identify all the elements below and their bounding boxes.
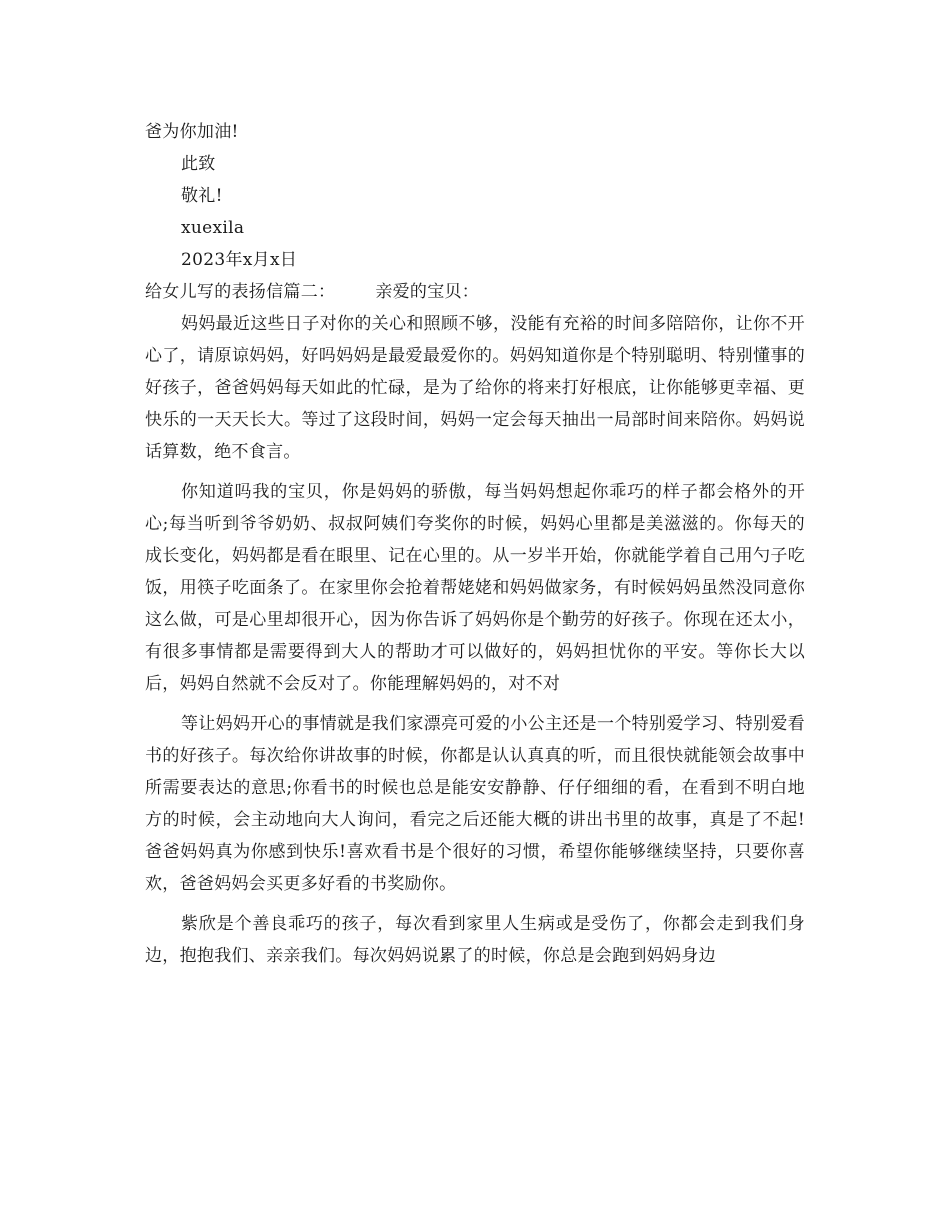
date: 2023年x月x日 (181, 250, 298, 270)
letter2-heading-line (145, 276, 805, 308)
letter2-title: 给女儿写的表扬信篇二： (145, 282, 336, 302)
closing-line-2: 敬礼! (181, 186, 223, 206)
closing-line-1: 此致 (181, 154, 216, 174)
paragraph-2: 你知道吗我的宝贝，你是妈妈的骄傲，每当妈妈想起你乖巧的样子都会格外的开心;每当听到爷爷奶奶、叔叔阿姨们夸奖你的时候，妈妈心里都是美滋滋的。你每天的成长变化，妈妈都是看在眼里、记在心里的。从一岁半开始，你就能学着自己用勺子吃饭，用筷子吃面条了。在家里你会抢着帮姥姥和妈妈做家务，有时候妈妈虽然没同意你这么做，可是心里却很开心，因为你告诉了妈妈你是个勤劳的好孩子。你现在还太小，有很多事情都是需要得到大人的帮助才可以做好的，妈妈担忧你的平安。等你长大以后，妈妈自然就不会反对了。你能理解妈妈的，对不对 (145, 482, 805, 694)
letter-text (145, 116, 805, 972)
cheer-line: 爸为你加油! (145, 122, 239, 142)
paragraph-4: 紫欣是个善良乖巧的孩子，每次看到家里人生病或是受伤了，你都会走到我们身边，抱抱我们、亲亲我们。每次妈妈说累了的时候，你总是会跑到妈妈身边 (145, 914, 805, 966)
paragraph-1: 妈妈最近这些日子对你的关心和照顾不够，没能有充裕的时间多陪陪你，让你不开心了，请原谅妈妈，好吗妈妈是最爱最爱你的。妈妈知道你是个特别聪明、特别懂事的好孩子，爸爸妈妈每天如此的忙碌，是为了给你的将来打好根底，让你能够更幸福、更快乐的一天天长大。等过了这段时间，妈妈一定会每天抽出一局部时间来陪你。妈妈说话算数，绝不食言。 (145, 314, 805, 462)
letter2-greeting: 亲爱的宝贝： (375, 282, 480, 302)
paragraph-3: 等让妈妈开心的事情就是我们家漂亮可爱的小公主还是一个特别爱学习、特别爱看书的好孩子。每次给你讲故事的时候，你都是认认真真的听，而且很快就能领会故事中所需要表达的意思;你看书的时候也总是能安安静静、仔仔细细的看，在看到不明白地方的时候，会主动地向大人询问，看完之后还能大概的讲出书里的故事，真是了不起!爸爸妈妈真为你感到快乐!喜欢看书是个很好的习惯，希望你能够继续坚持，只要你喜欢，爸爸妈妈会买更多好看的书奖励你。 (145, 714, 805, 894)
signature: xuexila (181, 218, 245, 238)
